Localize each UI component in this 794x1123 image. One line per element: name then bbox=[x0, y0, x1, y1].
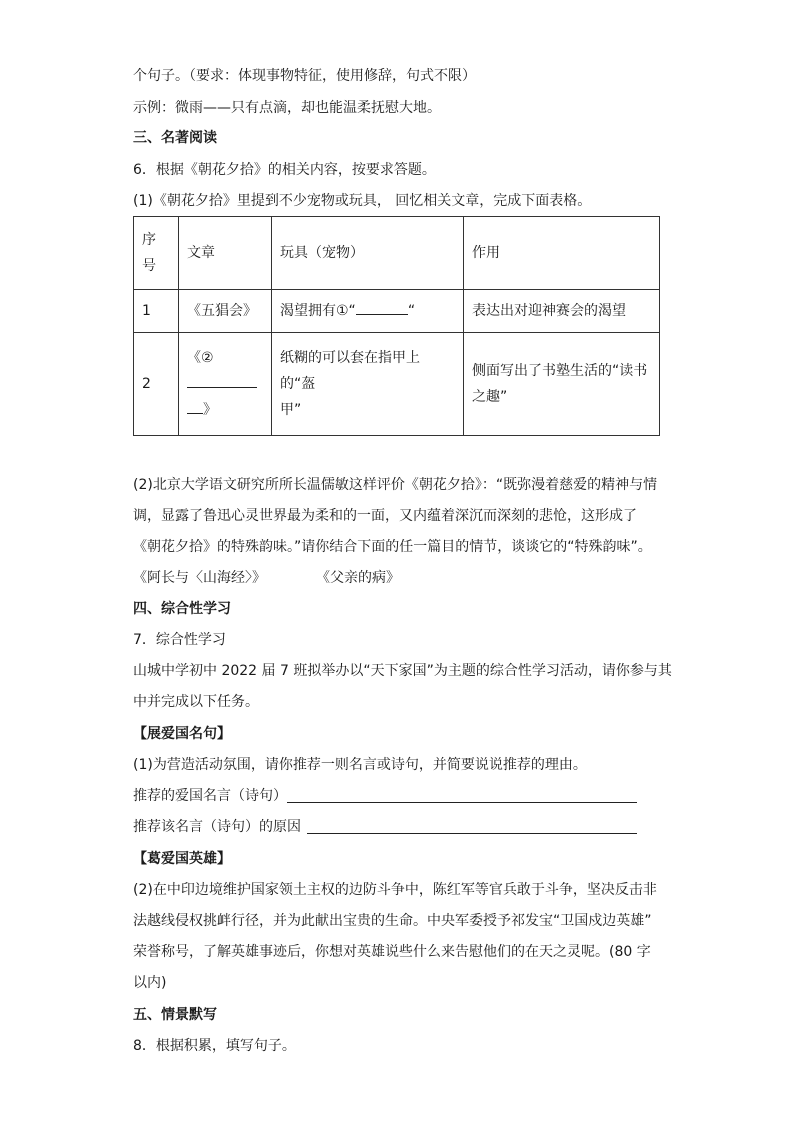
example-line: 示例：微雨——只有点滴，却也能温柔抚慰大地。 bbox=[133, 100, 441, 116]
table-header-cell: 作用 bbox=[464, 217, 660, 290]
question-6-part-2-line-2: 调，显露了鲁迅心灵世界最为柔和的一面，又内蕴着深沉而深刻的悲怆，这形成了 bbox=[133, 508, 637, 524]
answer-blank-1[interactable] bbox=[356, 300, 408, 315]
task-heading-2: 【葛爱国英雄】 bbox=[133, 851, 231, 867]
question-6-part-2-line-1: (2)北京大学语文研究所所长温儒敏这样评价《朝花夕拾》：“既弥漫着慈爱的精神与情 bbox=[133, 477, 658, 493]
section-heading-5: 五、情景默写 bbox=[133, 1007, 217, 1023]
task-2-line-3: 荣誉称号，了解英雄事迹后，你想对英雄说些什么来告慰他们的在天之灵呢。(80 字 bbox=[133, 944, 651, 960]
question-6-part-1: (1)《朝花夕拾》里提到不少宠物或玩具， 回忆相关文章，完成下面表格。 bbox=[133, 193, 592, 209]
question-8: 8．根据积累，填写句子。 bbox=[133, 1038, 296, 1054]
choice-option-2: 《父亲的病》 bbox=[316, 570, 400, 586]
recommend-quote-input[interactable] bbox=[287, 802, 637, 803]
table-cell: 渴望拥有①“ “ bbox=[272, 290, 464, 333]
recommend-reason-label: 推荐该名言（诗句）的原因 bbox=[133, 819, 301, 835]
table-cell: 表达出对迎神赛会的渴望 bbox=[464, 290, 660, 333]
section-heading-3: 三、名著阅读 bbox=[133, 130, 217, 146]
question-6: 6．根据《朝花夕拾》的相关内容，按要求答题。 bbox=[133, 162, 436, 178]
question-7: 7．综合性学习 bbox=[133, 632, 226, 648]
question-6-part-2-line-3: 《朝花夕拾》的特殊韵味。”请你结合下面的任一篇目的情节，谈谈它的“特殊韵味”。 bbox=[133, 539, 652, 555]
question-7-intro-line-1: 山城中学初中 2022 届 7 班拟举办以“天下家国”为主题的综合性学习活动，请你参与其 bbox=[133, 663, 672, 679]
table-header-cell: 序 号 bbox=[134, 217, 179, 290]
table-header-cell: 玩具（宠物） bbox=[272, 217, 464, 290]
answer-blank-2[interactable] bbox=[187, 373, 257, 388]
choice-option-1: 《阿长与〈山海经〉》 bbox=[133, 570, 266, 586]
question-7-intro-line-2: 中并完成以下任务。 bbox=[133, 694, 259, 710]
task-2-line-4: 以内) bbox=[133, 975, 167, 991]
task-1-question: (1)为营造活动氛围，请你推荐一则名言或诗句，并简要说说推荐的理由。 bbox=[133, 757, 587, 773]
table-header-cell: 文章 bbox=[179, 217, 272, 290]
table-cell: 2 bbox=[134, 333, 179, 436]
table-header-row bbox=[134, 217, 660, 290]
answer-blank-2-cont[interactable] bbox=[187, 399, 203, 414]
recommend-quote-label: 推荐的爱国名言（诗句） bbox=[133, 788, 287, 804]
table-cell: 纸糊的可以套在指甲上的“盔 甲” bbox=[272, 333, 464, 436]
table-cell: 侧面写出了书塾生活的“读书 之趣” bbox=[464, 333, 660, 436]
answer-table bbox=[133, 216, 660, 436]
task-heading-1: 【展爱国名句】 bbox=[133, 726, 231, 742]
task-2-line-2: 法越线侵权挑衅行径，并为此献出宝贵的生命。中央军委授予祁发宝“卫国戍边英雄” bbox=[133, 913, 652, 929]
task-2-line-1: (2)在中印边境维护国家领土主权的边防斗争中，陈红军等官兵敢于斗争，坚决反击非 bbox=[133, 882, 657, 898]
recommend-reason-input[interactable] bbox=[307, 833, 637, 834]
instruction-line: 个句子。（要求：体现事物特征，使用修辞，句式不限） bbox=[133, 68, 476, 84]
table-cell: 1 bbox=[134, 290, 179, 333]
table-cell: 《五猖会》 bbox=[179, 290, 272, 333]
section-heading-4: 四、综合性学习 bbox=[133, 601, 231, 617]
table-row bbox=[134, 290, 660, 333]
table-row bbox=[134, 333, 660, 436]
table-cell: 《② 》 bbox=[179, 333, 272, 436]
